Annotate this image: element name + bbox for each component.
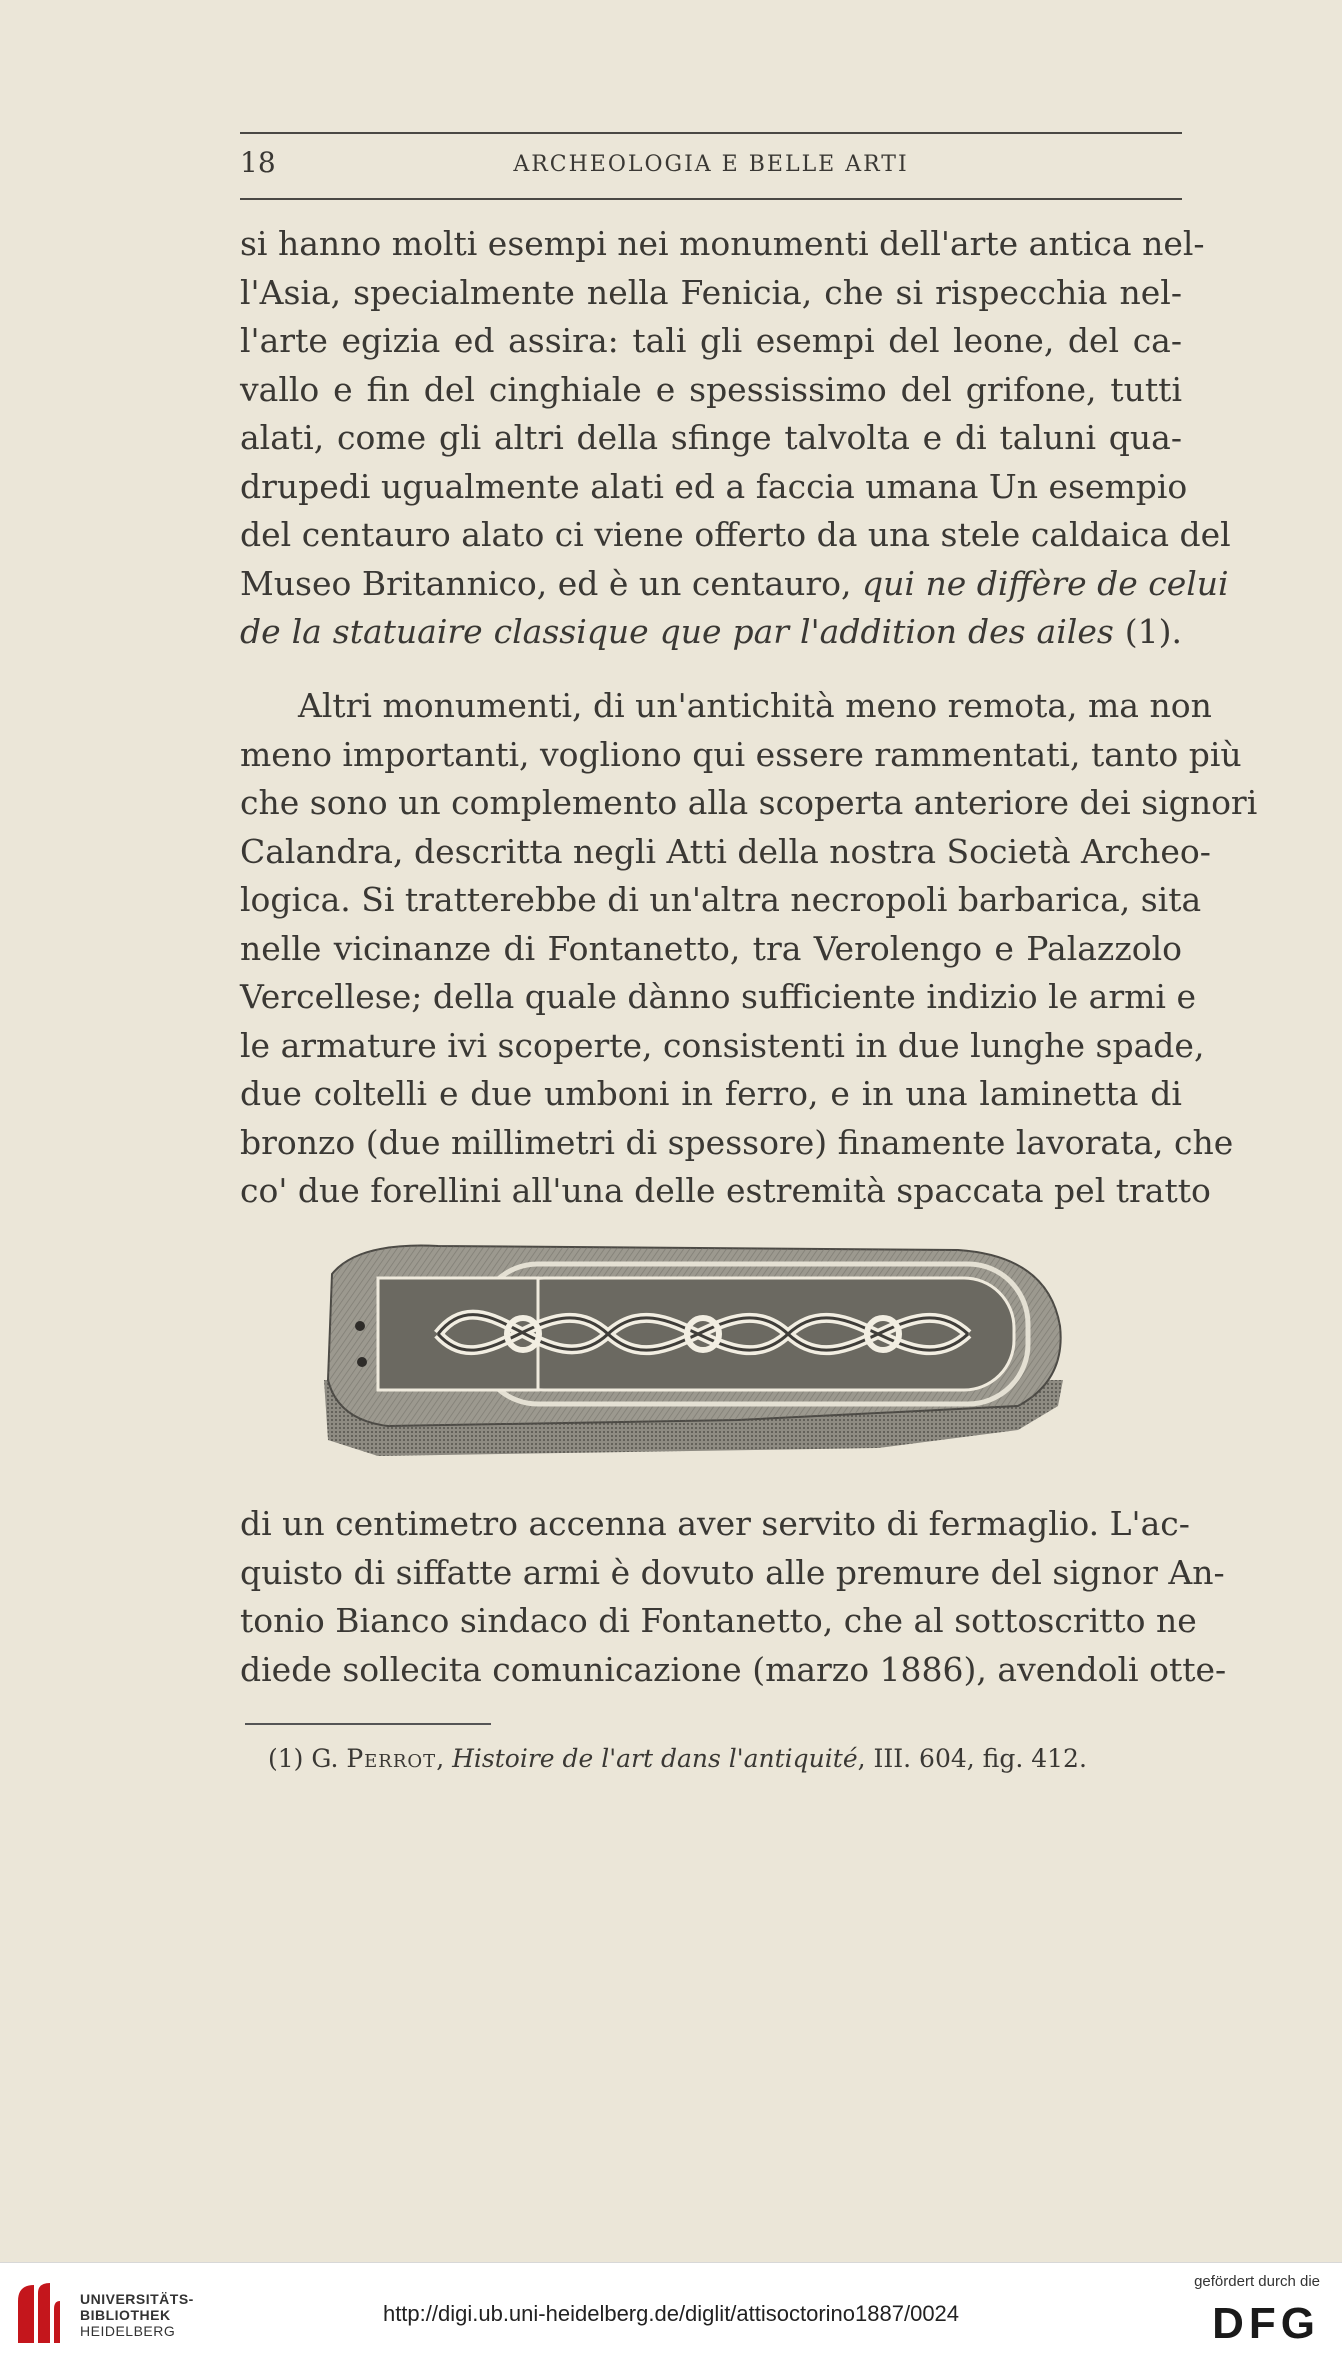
text-line: le armature ivi scoperte, consistenti in due lunghe spade, [240, 1025, 1205, 1065]
text-line: Calandra, descritta negli Atti della nostra Società Archeo- [240, 831, 1211, 871]
text-line: di un centimetro accenna aver servito di fermaglio. L'ac- [240, 1504, 1190, 1543]
text-roman: Museo Britannico, ed è un centauro, [240, 563, 863, 603]
library-line: HEIDELBERG [80, 2323, 176, 2339]
text-line: bronzo (due millimetri di spessore) finamente lavorata, che [240, 1122, 1234, 1162]
text-line: vallo e fin del cinghiale e spessissimo del grifone, tutti [240, 369, 1182, 409]
footnote-separator [245, 1723, 491, 1725]
permalink-url[interactable]: http://digi.ub.uni-heidelberg.de/diglit/attisoctorino1887/0024 [382, 2301, 960, 2326]
footnote-title: Histoire de l'art dans l'antiquité [452, 1744, 858, 1773]
footnote-reference: (1). [1113, 612, 1182, 651]
text-line: si hanno molti esempi nei monumenti dell'arte antica nel- [240, 224, 1205, 263]
text-line: l'arte egizia ed assira: tali gli esempi del leone, del ca- [240, 321, 1182, 360]
text-line: due coltelli e due umboni in ferro, e in una laminetta di [240, 1074, 1182, 1113]
running-head [240, 146, 1182, 186]
bronze-plate-illustration [318, 1230, 1098, 1470]
footnote-author: Perrot [346, 1744, 437, 1773]
text-italic: de la statuaire classique que par l'addition des ailes [240, 612, 1114, 651]
funder-note: gefördert durch die [1194, 2273, 1320, 2290]
text-italic: qui ne diffère de celui [862, 563, 1229, 603]
text-line: tonio Bianco sindaco di Fontanetto, che al sottoscritto ne [240, 1601, 1197, 1640]
header-bottom-rule [240, 198, 1182, 200]
text-line: Altri monumenti, di un'antichità meno remota, ma non [298, 686, 1212, 725]
paragraph-3 [240, 1500, 1227, 1694]
text-line: alati, come gli altri della sfinge talvolta e di taluni qua- [240, 418, 1182, 457]
text-line: nelle vicinanze di Fontanetto, tra Verolengo e Palazzolo [240, 928, 1182, 968]
library-line: BIBLIOTHEK [80, 2307, 171, 2323]
text-line: co' due forellini all'una delle estremità spaccata pel tratto [240, 1171, 1211, 1210]
text-line: Vercellese; della quale dànno sufficiente indizio le armi e [240, 977, 1197, 1016]
text-line [240, 608, 1182, 657]
text-line: l'Asia, specialmente nella Fenicia, che si rispecchia nel- [240, 272, 1182, 312]
footnote-ref: , III. 604, fig. 412. [857, 1744, 1087, 1773]
paragraph-2 [240, 682, 1258, 1216]
text-line: quisto di siffatte armi è dovuto alle premure del signor An- [240, 1552, 1225, 1592]
paragraph-1 [240, 220, 1231, 657]
footnote-separator-text: , [436, 1744, 453, 1773]
footnote [268, 1744, 1228, 1773]
library-line: UNIVERSITÄTS- [80, 2291, 194, 2307]
text-line: meno importanti, vogliono qui essere rammentati, tanto più [240, 734, 1242, 774]
text-line: che sono un complemento alla scoperta anteriore dei signori [240, 783, 1258, 822]
header-top-rule [240, 132, 1182, 134]
text-line: del centauro alato ci viene offerto da una stele caldaica del [240, 515, 1231, 554]
running-title: ARCHEOLOGIA E BELLE ARTI [513, 152, 909, 177]
text-line: drupedi ugualmente alati ed a faccia umana Un esempio [240, 466, 1188, 506]
text-line [240, 560, 1229, 609]
footnote-marker: (1) G. [268, 1744, 347, 1773]
text-line: logica. Si tratterebbe di un'altra necropoli barbarica, sita [240, 880, 1202, 919]
viewer-footer [0, 2262, 1342, 2362]
page-number: 18 [240, 146, 276, 179]
dfg-logo: DFG [1212, 2299, 1320, 2348]
text-line: diede sollecita comunicazione (marzo 1886), avendoli otte- [240, 1649, 1227, 1689]
